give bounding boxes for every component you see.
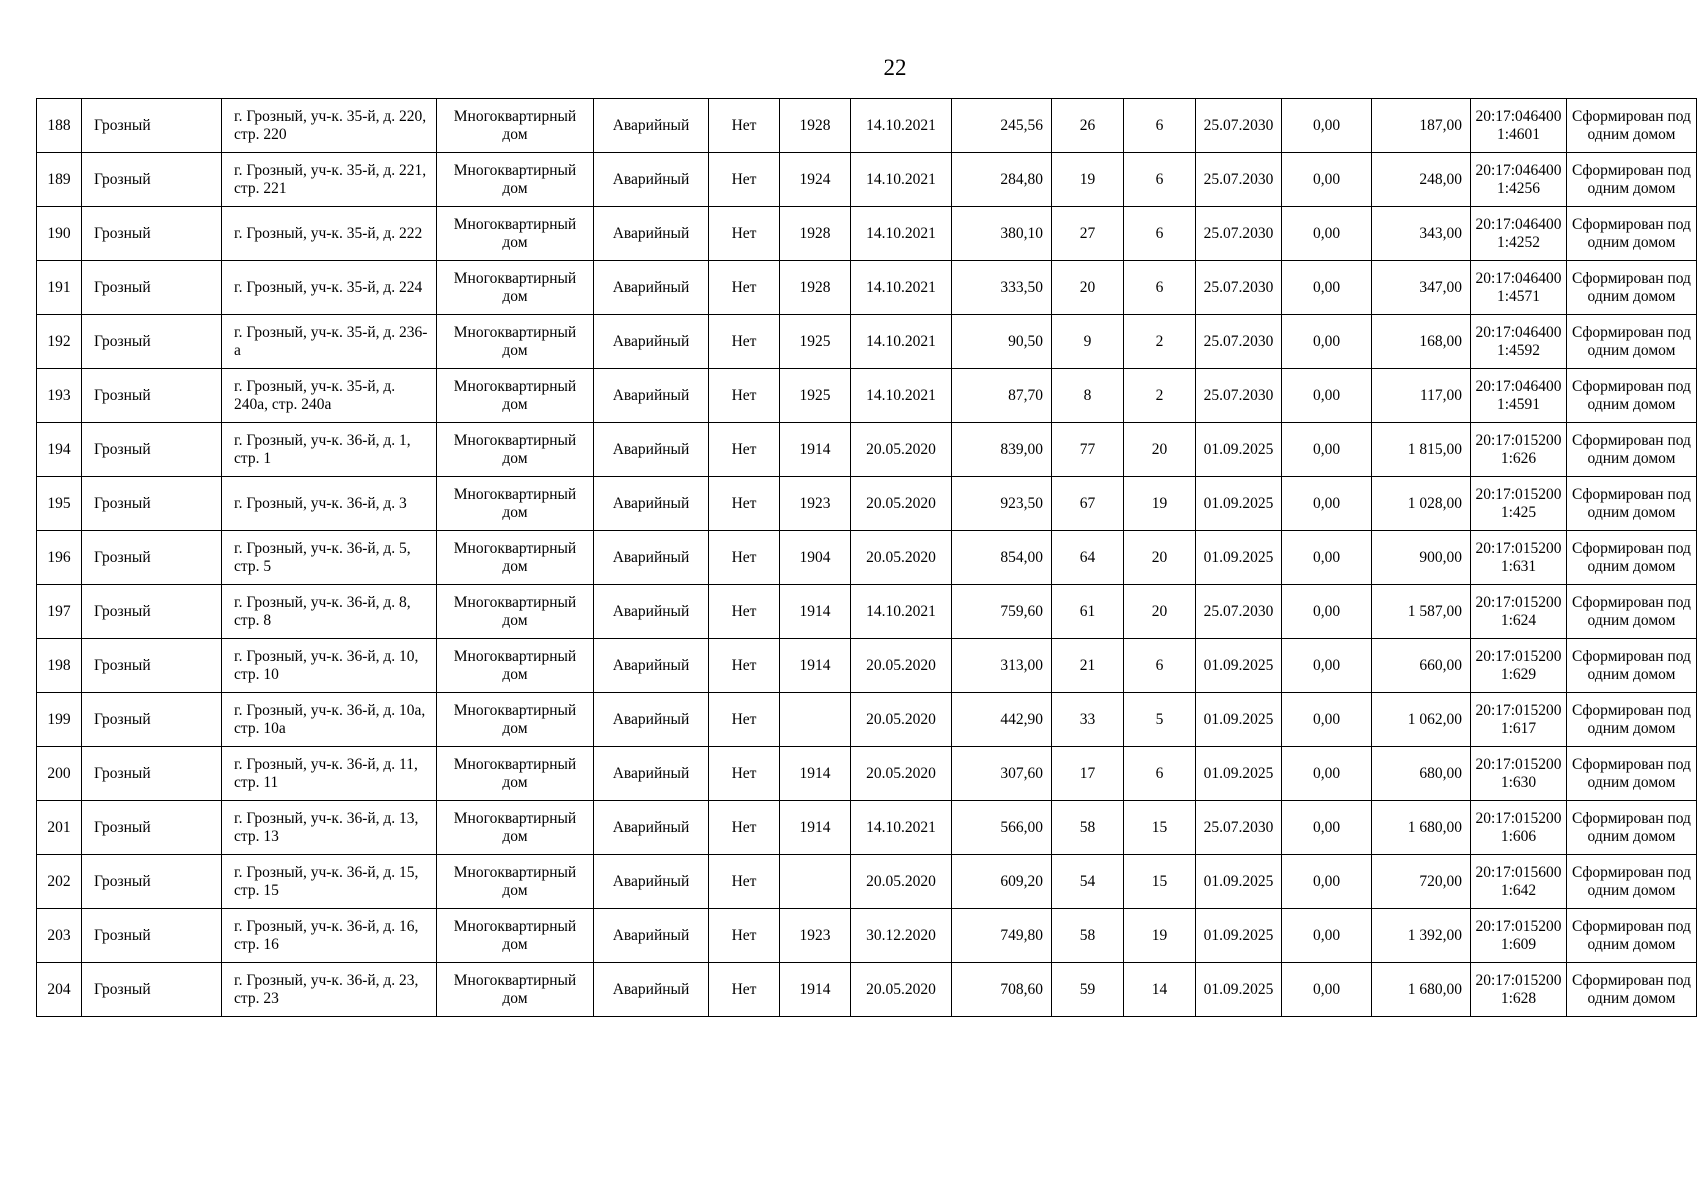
cell-row-number: 200 — [37, 747, 82, 801]
cell-residents: 59 — [1052, 963, 1124, 1017]
cell-apartments: 6 — [1124, 207, 1196, 261]
cell-building-type: Многоквартирный дом — [437, 315, 594, 369]
cell-land-plot-status: Сформирован под одним домом — [1567, 531, 1697, 585]
table-row — [37, 369, 1697, 423]
cell-cultural-heritage: Нет — [709, 99, 780, 153]
cell-condition: Аварийный — [594, 693, 709, 747]
cell-build-year: 1914 — [780, 639, 851, 693]
cell-cultural-heritage: Нет — [709, 963, 780, 1017]
cell-apartments: 14 — [1124, 963, 1196, 1017]
cell-cadastral-number: 20:17:0152001:631 — [1471, 531, 1567, 585]
table-body — [37, 99, 1697, 1017]
cell-address: г. Грозный, уч-к. 35-й, д. 222 — [222, 207, 437, 261]
cell-row-number: 202 — [37, 855, 82, 909]
cell-address: г. Грозный, уч-к. 35-й, д. 224 — [222, 261, 437, 315]
cell-cultural-heritage: Нет — [709, 801, 780, 855]
cell-land-plot-area: 900,00 — [1372, 531, 1471, 585]
cell-planned-resettlement-date: 01.09.2025 — [1196, 477, 1282, 531]
cell-address: г. Грозный, уч-к. 36-й, д. 15, стр. 15 — [222, 855, 437, 909]
housing-registry-table — [36, 98, 1697, 1017]
cell-address: г. Грозный, уч-к. 36-й, д. 5, стр. 5 — [222, 531, 437, 585]
table-row — [37, 99, 1697, 153]
cell-residents: 64 — [1052, 531, 1124, 585]
cell-residents: 8 — [1052, 369, 1124, 423]
cell-cadastral-number: 20:17:0156001:642 — [1471, 855, 1567, 909]
cell-cultural-heritage: Нет — [709, 315, 780, 369]
cell-planned-resettlement-date: 01.09.2025 — [1196, 747, 1282, 801]
cell-apartments: 19 — [1124, 909, 1196, 963]
cell-row-number: 195 — [37, 477, 82, 531]
cell-cultural-heritage: Нет — [709, 423, 780, 477]
cell-residents: 58 — [1052, 801, 1124, 855]
cell-land-plot-status: Сформирован под одним домом — [1567, 423, 1697, 477]
cell-planned-resettlement-date: 01.09.2025 — [1196, 963, 1282, 1017]
cell-address: г. Грозный, уч-к. 36-й, д. 13, стр. 13 — [222, 801, 437, 855]
cell-build-year: 1924 — [780, 153, 851, 207]
cell-building-type: Многоквартирный дом — [437, 855, 594, 909]
table-row — [37, 153, 1697, 207]
cell-recognition-date: 14.10.2021 — [851, 207, 952, 261]
cell-apartments: 20 — [1124, 531, 1196, 585]
cell-land-plot-area: 248,00 — [1372, 153, 1471, 207]
cell-planned-resettlement-date: 25.07.2030 — [1196, 99, 1282, 153]
cell-cultural-heritage: Нет — [709, 693, 780, 747]
cell-apartments: 2 — [1124, 315, 1196, 369]
cell-address: г. Грозный, уч-к. 36-й, д. 10, стр. 10 — [222, 639, 437, 693]
cell-settlement: Грозный — [82, 801, 222, 855]
page-number: 22 — [883, 55, 907, 80]
cell-recognition-date: 30.12.2020 — [851, 909, 952, 963]
cell-settlement: Грозный — [82, 369, 222, 423]
cell-non-residential-area: 0,00 — [1282, 855, 1372, 909]
cell-planned-resettlement-date: 01.09.2025 — [1196, 639, 1282, 693]
table-row — [37, 423, 1697, 477]
table-row — [37, 207, 1697, 261]
cell-apartments: 6 — [1124, 153, 1196, 207]
cell-planned-resettlement-date: 25.07.2030 — [1196, 801, 1282, 855]
cell-cultural-heritage: Нет — [709, 747, 780, 801]
cell-land-plot-area: 680,00 — [1372, 747, 1471, 801]
cell-settlement: Грозный — [82, 153, 222, 207]
cell-cultural-heritage: Нет — [709, 855, 780, 909]
cell-recognition-date: 20.05.2020 — [851, 747, 952, 801]
cell-recognition-date: 20.05.2020 — [851, 963, 952, 1017]
cell-cultural-heritage: Нет — [709, 369, 780, 423]
cell-building-type: Многоквартирный дом — [437, 477, 594, 531]
cell-build-year: 1914 — [780, 747, 851, 801]
cell-residents: 54 — [1052, 855, 1124, 909]
cell-build-year: 1923 — [780, 909, 851, 963]
cell-residents: 9 — [1052, 315, 1124, 369]
cell-total-area: 854,00 — [952, 531, 1052, 585]
cell-recognition-date: 14.10.2021 — [851, 585, 952, 639]
cell-row-number: 193 — [37, 369, 82, 423]
cell-row-number: 188 — [37, 99, 82, 153]
cell-building-type: Многоквартирный дом — [437, 963, 594, 1017]
cell-land-plot-status: Сформирован под одним домом — [1567, 261, 1697, 315]
cell-address: г. Грозный, уч-к. 36-й, д. 1, стр. 1 — [222, 423, 437, 477]
cell-cultural-heritage: Нет — [709, 531, 780, 585]
cell-recognition-date: 20.05.2020 — [851, 477, 952, 531]
cell-non-residential-area: 0,00 — [1282, 639, 1372, 693]
cell-cultural-heritage: Нет — [709, 207, 780, 261]
cell-non-residential-area: 0,00 — [1282, 477, 1372, 531]
cell-land-plot-status: Сформирован под одним домом — [1567, 207, 1697, 261]
cell-non-residential-area: 0,00 — [1282, 423, 1372, 477]
cell-land-plot-area: 1 028,00 — [1372, 477, 1471, 531]
cell-non-residential-area: 0,00 — [1282, 747, 1372, 801]
table-row — [37, 477, 1697, 531]
cell-cadastral-number: 20:17:0464001:4256 — [1471, 153, 1567, 207]
cell-settlement: Грозный — [82, 963, 222, 1017]
cell-condition: Аварийный — [594, 477, 709, 531]
cell-build-year: 1914 — [780, 585, 851, 639]
table-row — [37, 963, 1697, 1017]
cell-planned-resettlement-date: 25.07.2030 — [1196, 207, 1282, 261]
cell-building-type: Многоквартирный дом — [437, 747, 594, 801]
cell-total-area: 749,80 — [952, 909, 1052, 963]
cell-land-plot-area: 720,00 — [1372, 855, 1471, 909]
cell-row-number: 201 — [37, 801, 82, 855]
cell-planned-resettlement-date: 01.09.2025 — [1196, 693, 1282, 747]
cell-build-year: 1925 — [780, 315, 851, 369]
cell-address: г. Грозный, уч-к. 36-й, д. 8, стр. 8 — [222, 585, 437, 639]
cell-building-type: Многоквартирный дом — [437, 531, 594, 585]
table-row — [37, 585, 1697, 639]
cell-building-type: Многоквартирный дом — [437, 261, 594, 315]
cell-residents: 77 — [1052, 423, 1124, 477]
cell-land-plot-status: Сформирован под одним домом — [1567, 315, 1697, 369]
cell-recognition-date: 14.10.2021 — [851, 99, 952, 153]
cell-settlement: Грозный — [82, 207, 222, 261]
cell-non-residential-area: 0,00 — [1282, 909, 1372, 963]
cell-cultural-heritage: Нет — [709, 477, 780, 531]
cell-condition: Аварийный — [594, 747, 709, 801]
cell-cadastral-number: 20:17:0152001:626 — [1471, 423, 1567, 477]
cell-recognition-date: 14.10.2021 — [851, 261, 952, 315]
table-row — [37, 801, 1697, 855]
cell-building-type: Многоквартирный дом — [437, 909, 594, 963]
cell-build-year: 1904 — [780, 531, 851, 585]
cell-row-number: 189 — [37, 153, 82, 207]
cell-total-area: 307,60 — [952, 747, 1052, 801]
cell-apartments: 6 — [1124, 99, 1196, 153]
cell-condition: Аварийный — [594, 585, 709, 639]
cell-recognition-date: 20.05.2020 — [851, 693, 952, 747]
cell-building-type: Многоквартирный дом — [437, 153, 594, 207]
cell-land-plot-status: Сформирован под одним домом — [1567, 639, 1697, 693]
cell-planned-resettlement-date: 01.09.2025 — [1196, 909, 1282, 963]
cell-cultural-heritage: Нет — [709, 153, 780, 207]
table-row — [37, 855, 1697, 909]
cell-recognition-date: 14.10.2021 — [851, 153, 952, 207]
cell-recognition-date: 20.05.2020 — [851, 855, 952, 909]
cell-land-plot-area: 117,00 — [1372, 369, 1471, 423]
cell-settlement: Грозный — [82, 99, 222, 153]
cell-condition: Аварийный — [594, 369, 709, 423]
cell-apartments: 19 — [1124, 477, 1196, 531]
cell-row-number: 196 — [37, 531, 82, 585]
cell-total-area: 566,00 — [952, 801, 1052, 855]
cell-land-plot-status: Сформирован под одним домом — [1567, 153, 1697, 207]
cell-apartments: 5 — [1124, 693, 1196, 747]
cell-land-plot-area: 1 815,00 — [1372, 423, 1471, 477]
cell-planned-resettlement-date: 25.07.2030 — [1196, 153, 1282, 207]
cell-non-residential-area: 0,00 — [1282, 585, 1372, 639]
cell-row-number: 192 — [37, 315, 82, 369]
cell-non-residential-area: 0,00 — [1282, 531, 1372, 585]
cell-residents: 17 — [1052, 747, 1124, 801]
cell-residents: 67 — [1052, 477, 1124, 531]
cell-cultural-heritage: Нет — [709, 585, 780, 639]
cell-row-number: 197 — [37, 585, 82, 639]
cell-condition: Аварийный — [594, 639, 709, 693]
cell-land-plot-status: Сформирован под одним домом — [1567, 369, 1697, 423]
cell-planned-resettlement-date: 25.07.2030 — [1196, 585, 1282, 639]
cell-cadastral-number: 20:17:0152001:606 — [1471, 801, 1567, 855]
cell-address: г. Грозный, уч-к. 35-й, д. 236-а — [222, 315, 437, 369]
cell-build-year — [780, 693, 851, 747]
cell-cultural-heritage: Нет — [709, 261, 780, 315]
cell-building-type: Многоквартирный дом — [437, 99, 594, 153]
cell-settlement: Грозный — [82, 909, 222, 963]
cell-land-plot-status: Сформирован под одним домом — [1567, 477, 1697, 531]
cell-settlement: Грозный — [82, 315, 222, 369]
cell-cadastral-number: 20:17:0152001:425 — [1471, 477, 1567, 531]
cell-build-year: 1914 — [780, 423, 851, 477]
cell-residents: 26 — [1052, 99, 1124, 153]
cell-condition: Аварийный — [594, 909, 709, 963]
table-row — [37, 693, 1697, 747]
cell-apartments: 6 — [1124, 639, 1196, 693]
cell-cadastral-number: 20:17:0464001:4601 — [1471, 99, 1567, 153]
cell-build-year: 1928 — [780, 207, 851, 261]
cell-total-area: 333,50 — [952, 261, 1052, 315]
cell-row-number: 190 — [37, 207, 82, 261]
cell-total-area: 708,60 — [952, 963, 1052, 1017]
cell-residents: 27 — [1052, 207, 1124, 261]
cell-planned-resettlement-date: 01.09.2025 — [1196, 531, 1282, 585]
cell-build-year: 1914 — [780, 963, 851, 1017]
cell-recognition-date: 14.10.2021 — [851, 369, 952, 423]
cell-row-number: 194 — [37, 423, 82, 477]
cell-condition: Аварийный — [594, 423, 709, 477]
cell-land-plot-status: Сформирован под одним домом — [1567, 855, 1697, 909]
cell-land-plot-area: 187,00 — [1372, 99, 1471, 153]
cell-build-year — [780, 855, 851, 909]
cell-address: г. Грозный, уч-к. 36-й, д. 11, стр. 11 — [222, 747, 437, 801]
cell-apartments: 6 — [1124, 747, 1196, 801]
cell-settlement: Грозный — [82, 747, 222, 801]
cell-settlement: Грозный — [82, 531, 222, 585]
cell-cadastral-number: 20:17:0152001:628 — [1471, 963, 1567, 1017]
cell-non-residential-area: 0,00 — [1282, 261, 1372, 315]
cell-planned-resettlement-date: 01.09.2025 — [1196, 855, 1282, 909]
cell-row-number: 198 — [37, 639, 82, 693]
cell-non-residential-area: 0,00 — [1282, 693, 1372, 747]
cell-land-plot-status: Сформирован под одним домом — [1567, 99, 1697, 153]
cell-address: г. Грозный, уч-к. 36-й, д. 10а, стр. 10а — [222, 693, 437, 747]
cell-address: г. Грозный, уч-к. 35-й, д. 221, стр. 221 — [222, 153, 437, 207]
cell-cadastral-number: 20:17:0152001:629 — [1471, 639, 1567, 693]
cell-total-area: 839,00 — [952, 423, 1052, 477]
cell-total-area: 759,60 — [952, 585, 1052, 639]
cell-land-plot-area: 1 680,00 — [1372, 963, 1471, 1017]
cell-total-area: 90,50 — [952, 315, 1052, 369]
cell-cultural-heritage: Нет — [709, 909, 780, 963]
cell-land-plot-area: 347,00 — [1372, 261, 1471, 315]
cell-recognition-date: 14.10.2021 — [851, 315, 952, 369]
cell-non-residential-area: 0,00 — [1282, 963, 1372, 1017]
cell-row-number: 191 — [37, 261, 82, 315]
cell-apartments: 20 — [1124, 423, 1196, 477]
cell-apartments: 15 — [1124, 801, 1196, 855]
cell-build-year: 1925 — [780, 369, 851, 423]
cell-residents: 21 — [1052, 639, 1124, 693]
table-row — [37, 531, 1697, 585]
cell-total-area: 609,20 — [952, 855, 1052, 909]
cell-settlement: Грозный — [82, 477, 222, 531]
cell-row-number: 199 — [37, 693, 82, 747]
cell-address: г. Грозный, уч-к. 36-й, д. 16, стр. 16 — [222, 909, 437, 963]
cell-total-area: 442,90 — [952, 693, 1052, 747]
cell-settlement: Грозный — [82, 423, 222, 477]
cell-build-year: 1928 — [780, 261, 851, 315]
cell-address: г. Грозный, уч-к. 35-й, д. 220, стр. 220 — [222, 99, 437, 153]
cell-land-plot-area: 1 062,00 — [1372, 693, 1471, 747]
cell-planned-resettlement-date: 25.07.2030 — [1196, 369, 1282, 423]
cell-build-year: 1914 — [780, 801, 851, 855]
cell-residents: 33 — [1052, 693, 1124, 747]
cell-cadastral-number: 20:17:0152001:617 — [1471, 693, 1567, 747]
cell-condition: Аварийный — [594, 963, 709, 1017]
cell-building-type: Многоквартирный дом — [437, 801, 594, 855]
cell-building-type: Многоквартирный дом — [437, 423, 594, 477]
cell-residents: 61 — [1052, 585, 1124, 639]
cell-settlement: Грозный — [82, 261, 222, 315]
cell-settlement: Грозный — [82, 855, 222, 909]
cell-cadastral-number: 20:17:0464001:4571 — [1471, 261, 1567, 315]
cell-address: г. Грозный, уч-к. 35-й, д. 240а, стр. 240а — [222, 369, 437, 423]
cell-building-type: Многоквартирный дом — [437, 693, 594, 747]
cell-address: г. Грозный, уч-к. 36-й, д. 3 — [222, 477, 437, 531]
cell-land-plot-area: 1 392,00 — [1372, 909, 1471, 963]
cell-cadastral-number: 20:17:0152001:624 — [1471, 585, 1567, 639]
cell-land-plot-status: Сформирован под одним домом — [1567, 801, 1697, 855]
cell-cultural-heritage: Нет — [709, 639, 780, 693]
cell-land-plot-status: Сформирован под одним домом — [1567, 747, 1697, 801]
cell-non-residential-area: 0,00 — [1282, 801, 1372, 855]
cell-land-plot-status: Сформирован под одним домом — [1567, 909, 1697, 963]
cell-row-number: 203 — [37, 909, 82, 963]
cell-total-area: 284,80 — [952, 153, 1052, 207]
cell-address: г. Грозный, уч-к. 36-й, д. 23, стр. 23 — [222, 963, 437, 1017]
cell-land-plot-area: 1 680,00 — [1372, 801, 1471, 855]
cell-recognition-date: 20.05.2020 — [851, 423, 952, 477]
table-row — [37, 261, 1697, 315]
cell-non-residential-area: 0,00 — [1282, 369, 1372, 423]
cell-settlement: Грозный — [82, 585, 222, 639]
cell-non-residential-area: 0,00 — [1282, 99, 1372, 153]
cell-land-plot-area: 660,00 — [1372, 639, 1471, 693]
cell-total-area: 87,70 — [952, 369, 1052, 423]
cell-settlement: Грозный — [82, 639, 222, 693]
cell-cadastral-number: 20:17:0464001:4592 — [1471, 315, 1567, 369]
cell-residents: 20 — [1052, 261, 1124, 315]
table-row — [37, 747, 1697, 801]
cell-apartments: 2 — [1124, 369, 1196, 423]
cell-building-type: Многоквартирный дом — [437, 639, 594, 693]
cell-cadastral-number: 20:17:0464001:4591 — [1471, 369, 1567, 423]
cell-recognition-date: 20.05.2020 — [851, 639, 952, 693]
cell-condition: Аварийный — [594, 99, 709, 153]
cell-total-area: 245,56 — [952, 99, 1052, 153]
cell-building-type: Многоквартирный дом — [437, 369, 594, 423]
table-row — [37, 315, 1697, 369]
cell-recognition-date: 14.10.2021 — [851, 801, 952, 855]
cell-total-area: 313,00 — [952, 639, 1052, 693]
cell-condition: Аварийный — [594, 207, 709, 261]
cell-land-plot-status: Сформирован под одним домом — [1567, 963, 1697, 1017]
cell-building-type: Многоквартирный дом — [437, 207, 594, 261]
cell-apartments: 20 — [1124, 585, 1196, 639]
cell-land-plot-status: Сформирован под одним домом — [1567, 693, 1697, 747]
cell-land-plot-area: 168,00 — [1372, 315, 1471, 369]
cell-row-number: 204 — [37, 963, 82, 1017]
cell-apartments: 15 — [1124, 855, 1196, 909]
cell-total-area: 380,10 — [952, 207, 1052, 261]
cell-condition: Аварийный — [594, 315, 709, 369]
cell-building-type: Многоквартирный дом — [437, 585, 594, 639]
cell-apartments: 6 — [1124, 261, 1196, 315]
cell-planned-resettlement-date: 25.07.2030 — [1196, 261, 1282, 315]
cell-land-plot-area: 1 587,00 — [1372, 585, 1471, 639]
cell-non-residential-area: 0,00 — [1282, 207, 1372, 261]
cell-planned-resettlement-date: 25.07.2030 — [1196, 315, 1282, 369]
cell-cadastral-number: 20:17:0464001:4252 — [1471, 207, 1567, 261]
cell-total-area: 923,50 — [952, 477, 1052, 531]
cell-condition: Аварийный — [594, 801, 709, 855]
cell-condition: Аварийный — [594, 261, 709, 315]
cell-non-residential-area: 0,00 — [1282, 153, 1372, 207]
cell-non-residential-area: 0,00 — [1282, 315, 1372, 369]
table-row — [37, 639, 1697, 693]
cell-condition: Аварийный — [594, 531, 709, 585]
cell-condition: Аварийный — [594, 855, 709, 909]
cell-build-year: 1928 — [780, 99, 851, 153]
cell-recognition-date: 20.05.2020 — [851, 531, 952, 585]
cell-planned-resettlement-date: 01.09.2025 — [1196, 423, 1282, 477]
table-row — [37, 909, 1697, 963]
cell-cadastral-number: 20:17:0152001:630 — [1471, 747, 1567, 801]
cell-cadastral-number: 20:17:0152001:609 — [1471, 909, 1567, 963]
cell-condition: Аварийный — [594, 153, 709, 207]
cell-build-year: 1923 — [780, 477, 851, 531]
cell-residents: 58 — [1052, 909, 1124, 963]
cell-land-plot-area: 343,00 — [1372, 207, 1471, 261]
cell-land-plot-status: Сформирован под одним домом — [1567, 585, 1697, 639]
cell-settlement: Грозный — [82, 693, 222, 747]
cell-residents: 19 — [1052, 153, 1124, 207]
